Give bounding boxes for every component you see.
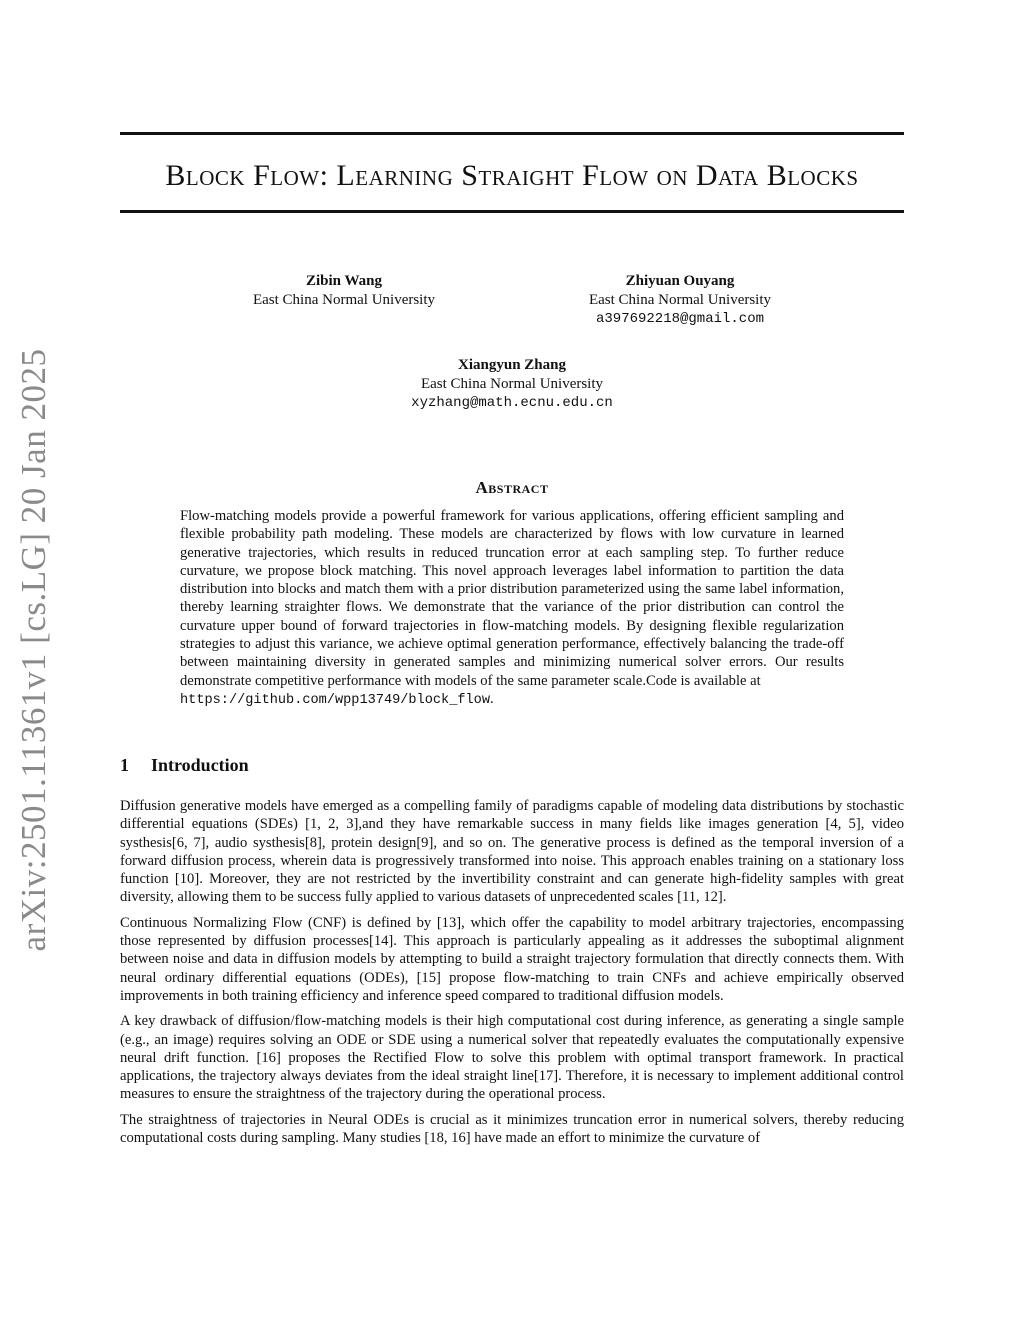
- section-title: Introduction: [151, 755, 249, 775]
- arxiv-side-stamp: arXiv:2501.11361v1 [cs.LG] 20 Jan 2025: [14, 348, 53, 952]
- title-rule-bottom: [120, 210, 904, 213]
- section-heading-introduction: [120, 755, 904, 776]
- introduction-body: [120, 797, 904, 1154]
- author-block-1: [214, 272, 474, 310]
- paper-title: Block Flow: Learning Straight Flow on Data Blocks: [165, 159, 859, 192]
- author-affiliation: East China Normal University: [588, 292, 772, 308]
- author-email[interactable]: a397692218@gmail.com: [595, 311, 765, 327]
- code-link[interactable]: https://github.com/wpp13749/block_flow: [180, 692, 490, 708]
- abstract-text: Flow-matching models provide a powerful framework for various applications, offering efficient sampling and flexible probability path modeling. These models are characterized by flows with low curvature in learned generative trajectories, which results in reduced truncation error at each sampling step. To further reduce curvature, we propose block matching. This novel approach leverages label information to partition the data distribution into blocks and match them with a prior distribution parameterized using the same label information, thereby learning straighter flows. We demonstrate that the variance of the prior distribution can control the curvature upper bound of forward trajectories in flow-matching models. By designing flexible regularization strategies to adjust this variance, we achieve optimal generation performance, effectively balancing the trade-off between maintaining diversity in generated samples and minimizing numerical solver errors. Our results demonstrate competitive performance with models of the same parameter scale.Code is available at: [180, 508, 844, 689]
- intro-paragraph: The straightness of trajectories in Neural ODEs is crucial as it minimizes truncation error in numerical solvers, thereby reducing computational costs during sampling. Many studies [18, 16] have made an effort to minimize the curvature of: [120, 1111, 904, 1147]
- author-name: Zhiyuan Ouyang: [625, 273, 735, 289]
- author-name: Xiangyun Zhang: [458, 357, 566, 373]
- abstract-body: [180, 507, 844, 710]
- author-name: Zibin Wang: [305, 273, 383, 289]
- section-number: 1: [120, 755, 129, 775]
- intro-paragraph: A key drawback of diffusion/flow-matching models is their high computational cost during inference, as generating a single sample (e.g., an image) requires solving an ODE or SDE using a numerical solver that repeatedly evaluates the computationally expensive neural drift function. [16] proposes the Rectified Flow to solve this problem with optimal transport framework. In practical applications, the trajectory always deviates from the ideal straight line[17]. Therefore, it is necessary to implement additional control measures to ensure the straightness of the trajectory during the operational process.: [120, 1013, 904, 1103]
- intro-paragraph: Continuous Normalizing Flow (CNF) is defined by [13], which offer the capability to model arbitrary trajectories, encompassing those represented by diffusion processes[14]. This approach is particularly appealing as it addresses the suboptimal alignment between noise and data in diffusion models by attempting to build a straight trajectory formulation that directly connects them. With neural ordinary differential equations (ODEs), [15] propose flow-matching to train CNFs and achieve empirically observed improvements in both training efficiency and inference speed compared to traditional diffusion models.: [120, 914, 904, 1004]
- author-block-2: [550, 272, 810, 329]
- author-affiliation: East China Normal University: [252, 292, 436, 308]
- abstract-end-punct: .: [490, 690, 494, 707]
- author-block-3: [382, 356, 642, 413]
- abstract-heading: Abstract: [475, 478, 549, 497]
- intro-paragraph: Diffusion generative models have emerged as a compelling family of paradigms capable of modeling data distributions by stochastic differential equations (SDEs) [1, 2, 3],and they have remarkable success in many fields like images generation [4, 5], video systhesis[6, 7], audio systhesis[8], protein design[9], and so on. The generative process is defined as the temporal inversion of a forward diffusion process, wherein data is progressively transformed into noise. This approach enables training on a stationary loss function [10]. Moreover, they are not restricted by the invertibility constraint and can generate high-fidelity samples with great diversity, allowing them to be success fully applied to various datasets of unprecedented scales [11, 12].: [120, 798, 904, 906]
- author-affiliation: East China Normal University: [420, 376, 604, 392]
- author-email[interactable]: xyzhang@math.ecnu.edu.cn: [411, 395, 613, 411]
- title-rule-top: [120, 132, 904, 135]
